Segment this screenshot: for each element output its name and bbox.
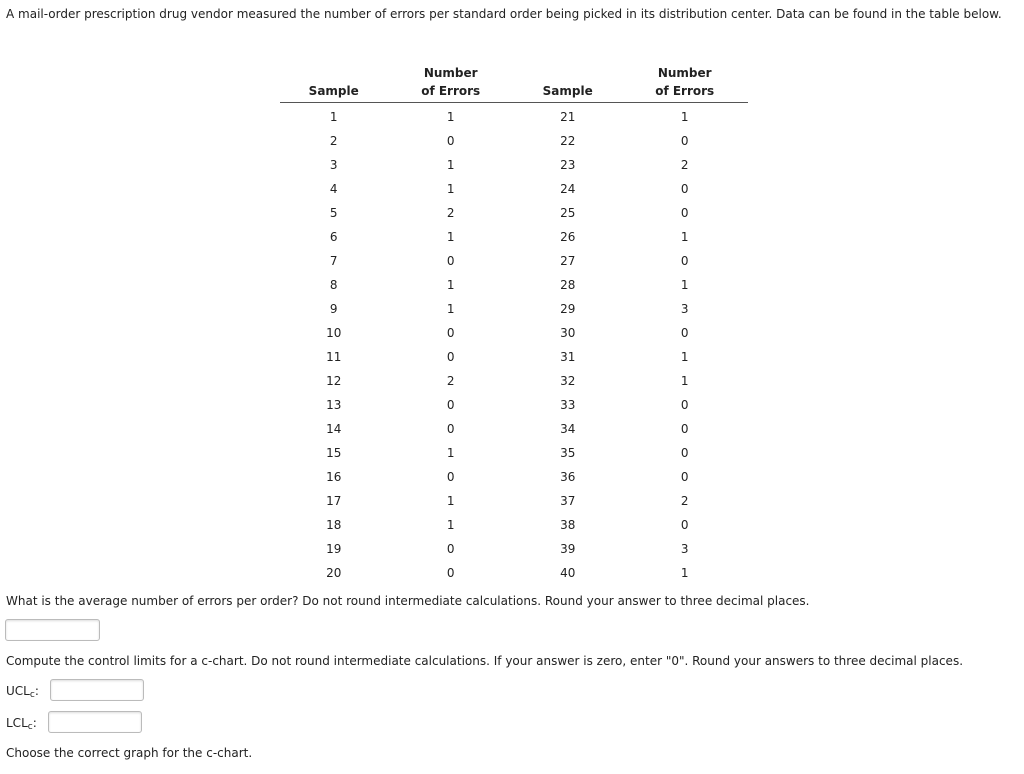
sample-cell: 22 (560, 134, 576, 148)
header-errors: of Errors (621, 80, 748, 103)
errors-cell: 0 (446, 398, 455, 412)
sample-cell: 14 (326, 422, 342, 436)
errors-cell: 3 (680, 302, 689, 316)
table-row (280, 513, 748, 537)
sample-cell: 15 (326, 446, 342, 460)
errors-cell: 1 (446, 278, 455, 292)
lcl-label-sub: c (27, 722, 33, 732)
sample-cell: 4 (329, 182, 338, 196)
table-row (280, 273, 748, 297)
sample-cell: 16 (326, 470, 342, 484)
sample-cell: 40 (560, 566, 576, 580)
sample-cell: 11 (326, 350, 342, 364)
problem-intro: A mail-order prescription drug vendor measured the number of errors per standard order being picked in its distribution center. Data can be found in the table below. (6, 7, 1002, 21)
header-sample: Sample (280, 80, 387, 103)
errors-cell: 2 (680, 158, 689, 172)
errors-cell: 0 (680, 398, 689, 412)
errors-cell: 0 (446, 470, 455, 484)
header-top (280, 58, 387, 80)
errors-cell: 0 (680, 326, 689, 340)
question-average: What is the average number of errors per order? Do not round intermediate calculations. Round your answer to three decimal places. (6, 594, 810, 608)
sample-cell: 28 (560, 278, 576, 292)
errors-cell: 1 (680, 110, 689, 124)
errors-cell: 1 (446, 518, 455, 532)
sample-cell: 6 (329, 230, 338, 244)
sample-cell: 23 (560, 158, 576, 172)
sample-cell: 10 (326, 326, 342, 340)
table-row (280, 393, 748, 417)
ucl-colon: : (34, 684, 39, 698)
sample-cell: 25 (560, 206, 576, 220)
table-row (280, 297, 748, 321)
header-top: Number (423, 66, 478, 80)
lcl-input[interactable] (48, 711, 142, 733)
errors-cell: 1 (446, 110, 455, 124)
sample-cell: 19 (326, 542, 342, 556)
errors-cell: 1 (446, 494, 455, 508)
errors-cell: 0 (680, 470, 689, 484)
errors-cell: 1 (680, 230, 689, 244)
table-row (280, 465, 748, 489)
header-top (514, 58, 621, 80)
errors-cell: 1 (446, 446, 455, 460)
sample-cell: 12 (326, 374, 342, 388)
sample-cell: 39 (560, 542, 576, 556)
sample-cell: 1 (329, 110, 338, 124)
sample-cell: 34 (560, 422, 576, 436)
errors-cell: 0 (446, 254, 455, 268)
sample-cell: 7 (329, 254, 338, 268)
table-row (280, 369, 748, 393)
ucl-input[interactable] (50, 679, 144, 701)
header-sample: Sample (514, 80, 621, 103)
sample-cell: 18 (326, 518, 342, 532)
errors-cell: 1 (680, 350, 689, 364)
lcl-colon: : (32, 716, 37, 730)
sample-cell: 13 (326, 398, 342, 412)
table-row (280, 249, 748, 273)
header-errors: of Errors (387, 80, 514, 103)
sample-cell: 32 (560, 374, 576, 388)
sample-cell: 37 (560, 494, 576, 508)
sample-cell: 8 (329, 278, 338, 292)
errors-cell: 3 (680, 542, 689, 556)
errors-cell: 1 (680, 566, 689, 580)
sample-cell: 5 (329, 206, 338, 220)
table-row (280, 489, 748, 513)
errors-cell: 0 (446, 134, 455, 148)
errors-cell: 0 (680, 134, 689, 148)
ucl-label-sub: c (29, 690, 35, 700)
sample-cell: 31 (560, 350, 576, 364)
sample-cell: 21 (560, 110, 576, 124)
sample-cell: 9 (329, 302, 338, 316)
table-row (280, 321, 748, 345)
sample-cell: 2 (329, 134, 338, 148)
errors-cell: 1 (446, 158, 455, 172)
errors-cell: 0 (446, 326, 455, 340)
sample-cell: 20 (326, 566, 342, 580)
table-row (280, 177, 748, 201)
table-row (280, 153, 748, 177)
errors-cell: 0 (446, 566, 455, 580)
ucl-label (6, 684, 39, 700)
sample-cell: 24 (560, 182, 576, 196)
table-row (280, 345, 748, 369)
question-graph: Choose the correct graph for the c-chart. (6, 746, 253, 760)
errors-cell: 0 (446, 350, 455, 364)
errors-cell: 0 (680, 206, 689, 220)
table-row (280, 201, 748, 225)
header-top: Number (657, 66, 712, 80)
table-row (280, 441, 748, 465)
lcl-label (6, 716, 37, 732)
table-row (280, 561, 748, 585)
errors-cell: 2 (446, 206, 455, 220)
sample-cell: 36 (560, 470, 576, 484)
errors-cell: 0 (680, 422, 689, 436)
question-control-limits: Compute the control limits for a c-chart. Do not round intermediate calculations. If your answer is zero, enter "0". Round your answers to three decimal places. (6, 654, 964, 668)
sample-cell: 35 (560, 446, 576, 460)
errors-cell: 1 (446, 182, 455, 196)
sample-cell: 29 (560, 302, 576, 316)
errors-cell: 2 (446, 374, 455, 388)
table-row (280, 103, 748, 130)
sample-cell: 26 (560, 230, 576, 244)
errors-cell: 0 (680, 446, 689, 460)
errors-table (280, 58, 748, 585)
errors-cell: 1 (446, 302, 455, 316)
sample-cell: 33 (560, 398, 576, 412)
errors-cell: 0 (680, 182, 689, 196)
sample-cell: 38 (560, 518, 576, 532)
table-row (280, 417, 748, 441)
errors-cell: 0 (446, 542, 455, 556)
sample-cell: 3 (329, 158, 338, 172)
errors-cell: 0 (680, 518, 689, 532)
errors-cell: 1 (446, 230, 455, 244)
errors-cell: 1 (680, 374, 689, 388)
errors-cell: 2 (680, 494, 689, 508)
table-row (280, 225, 748, 249)
errors-cell: 1 (680, 278, 689, 292)
ucl-label-main: UCL (6, 684, 30, 698)
average-input[interactable] (5, 619, 100, 641)
sample-cell: 17 (326, 494, 342, 508)
table-row (280, 537, 748, 561)
sample-cell: 27 (560, 254, 576, 268)
errors-cell: 0 (680, 254, 689, 268)
lcl-label-main: LCL (6, 716, 28, 730)
table-row (280, 129, 748, 153)
sample-cell: 30 (560, 326, 576, 340)
errors-cell: 0 (446, 422, 455, 436)
